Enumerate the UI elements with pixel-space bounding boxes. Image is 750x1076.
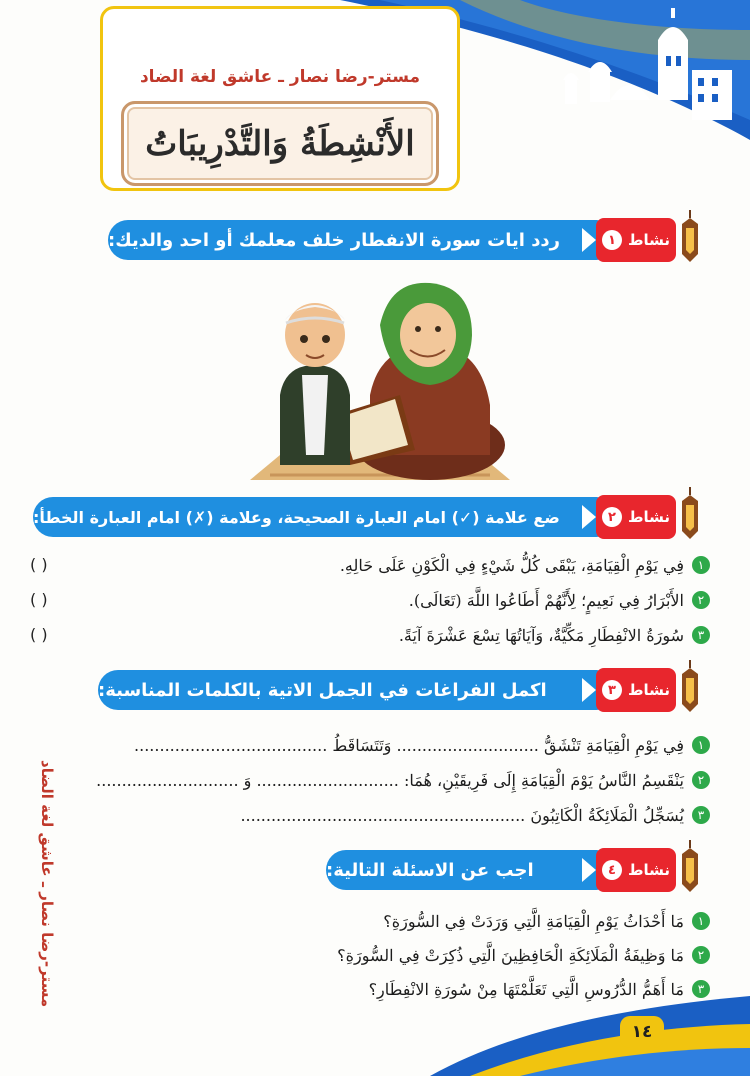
fill-blank-1[interactable] (134, 730, 710, 760)
blank-sentence: فِي يَوْمِ الْقِيَامَةِ تَنْشَقُّ ............................ وَتَتَسَاقَطُ ...................................... (134, 735, 684, 755)
tf-statement-3 (399, 620, 710, 650)
activity-4-instruction: اجب عن الاسئلة التالية: (326, 850, 602, 890)
page-number: ١٤ (620, 1016, 664, 1048)
fill-blank-2[interactable] (96, 765, 710, 795)
question-text: مَا أَحْدَاثُ يَوْمِ الْقِيَامَةِ الَّتِي وَرَدَتْ فِي السُّورَةِ؟ (383, 911, 684, 931)
activity-4-tag: نشاط ٤ (596, 848, 676, 892)
number-bullet: ٣ (692, 980, 710, 998)
activity-1-instruction: ردد ايات سورة الانفطار خلف معلمك أو احد والديك: (108, 220, 602, 260)
number-bullet: ٣ (692, 806, 710, 824)
statement-text: الأَبْرَارُ فِي نَعِيمٍ؛ لِأَنَّهُمْ أَطَاعُوا اللَّهَ (تَعَالَى). (408, 590, 684, 610)
author-line: مستر-رضا نصار ـ عاشق لغة الضاد (139, 67, 421, 87)
number-bullet: ٢ (692, 771, 710, 789)
answer-parentheses[interactable]: ( ) (30, 590, 48, 609)
page-title: الأَنْشِطَةُ وَالتَّدْرِيبَاتُ (145, 123, 415, 164)
activity-2-banner (33, 495, 702, 539)
reading-illustration (240, 275, 530, 490)
question-text: مَا أَهَمُّ الدُّرُوسِ الَّتِي تَعَلَّمْتَهَا مِنْ سُورَةِ الانْفِطَارِ؟ (368, 979, 684, 999)
activity-2-instruction: ضع علامة (✓) امام العبارة الصحيحة، وعلامة (✗) امام العبارة الخطأ: (33, 497, 602, 537)
blank-sentence: يَنْقَسِمُ النَّاسُ يَوْمَ الْقِيَامَةِ إِلَى فَرِيقَيْنِ، هُمَا: ............................ وَ ............................ (96, 770, 684, 790)
activity-3-banner (98, 668, 702, 712)
statement-text: سُورَةُ الانْفِطَارِ مَكِّيَّةٌ، وَآيَاتُهَا تِسْعَ عَشْرَةَ آيَةً. (398, 625, 684, 645)
activity-3-instruction: اكمل الفراغات في الجمل الاتية بالكلمات المناسبة: (98, 670, 602, 710)
lantern-icon (678, 660, 702, 720)
number-bullet: ٢ (692, 591, 710, 609)
number-bullet: ١ (692, 736, 710, 754)
blank-sentence: يُسَجِّلُ الْمَلَائِكَةُ الْكَاتِبُونَ ........................................................ (240, 805, 684, 825)
lantern-icon (678, 487, 702, 547)
question-text: مَا وَظِيفَةُ الْمَلَائِكَةِ الْحَافِظِينَ الَّتِي ذُكِرَتْ فِي السُّورَةِ؟ (337, 945, 684, 965)
number-bullet: ١ (692, 556, 710, 574)
number-bullet: ٣ (692, 626, 710, 644)
activity-3-tag: نشاط ٣ (596, 668, 676, 712)
tf-statement-2 (409, 585, 710, 615)
fill-blank-3[interactable] (240, 800, 710, 830)
title-frame (121, 101, 439, 186)
activity-2-tag: نشاط ٢ (596, 495, 676, 539)
number-bullet: ١ (692, 912, 710, 930)
number-bullet: ٢ (692, 946, 710, 964)
lantern-icon (678, 210, 702, 270)
tf-statement-1 (340, 550, 710, 580)
answer-parentheses[interactable]: ( ) (30, 625, 48, 644)
lantern-icon (678, 840, 702, 900)
side-author-text: مستر-رضا نصار ـ عاشق لغة الضاد (38, 760, 56, 1008)
answer-parentheses[interactable]: ( ) (30, 555, 48, 574)
activity-1-tag: نشاط ١ (596, 218, 676, 262)
question-1 (383, 906, 710, 936)
activity-1-banner (108, 218, 702, 262)
statement-text: فِي يَوْمِ الْقِيَامَةِ، يَبْقَى كُلُّ شَيْءٍ فِي الْكَوْنِ عَلَى حَالِهِ. (339, 555, 684, 575)
header-card (100, 6, 460, 191)
activity-4-banner (326, 848, 702, 892)
